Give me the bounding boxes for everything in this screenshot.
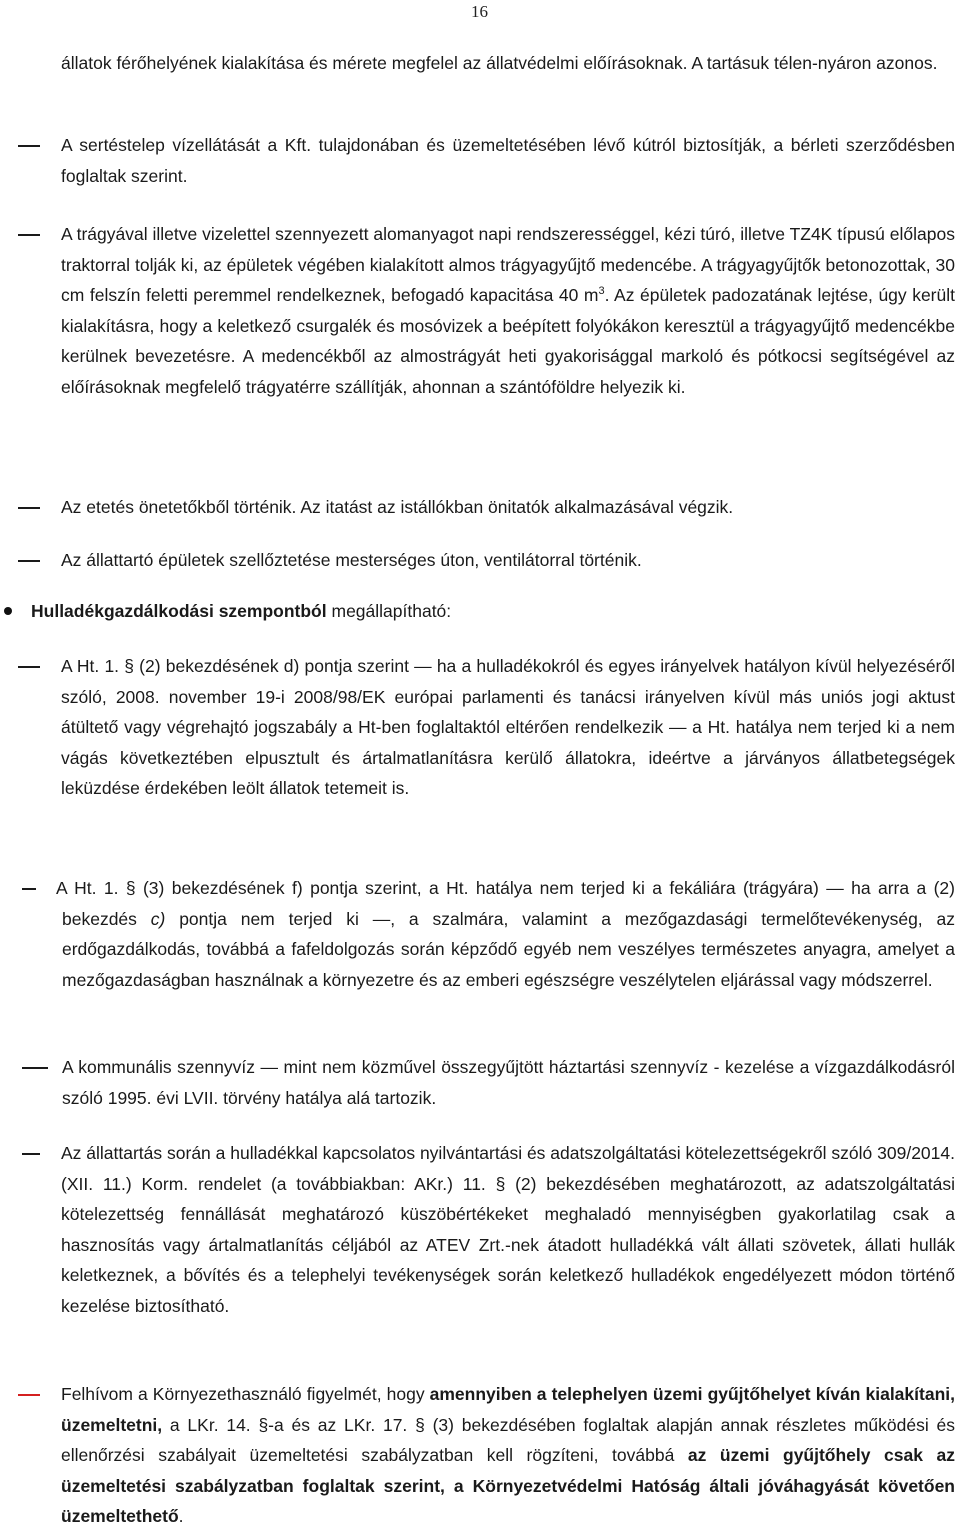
list-item-ht-1-3-f	[0, 873, 960, 995]
dash-bullet	[18, 651, 40, 682]
dash-bullet	[18, 545, 40, 576]
paragraph-text: Felhívom a Környezethasználó figyelmét, hogy amennyiben a telephelyen üzemi gyűjtőhelyet kíván kialakítani, üzemeltetni, a LKr. 14. §-a és az LKr. 17. § (3) bekezdésében foglaltak alapján annak részletes működési és ellenőrzési szabályait üzemeltetési szabályzatban kell rögzíteni, továbbá az üzemi gyűjtőhely csak az üzemeltetési szabályzatban foglaltak szerint, a Környezetvédelmi Hatóság általi jóváhagyását követően üzemeltethető.	[61, 1384, 955, 1527]
list-item-wastewater	[0, 1052, 960, 1113]
list-item-notice	[0, 1379, 960, 1532]
paragraph-text: A sertéstelep vízellátását a Kft. tulajdonában és üzemeltetésében lévő kútról biztosítják, a bérleti szerződésben foglaltak szerint.	[61, 135, 955, 186]
dash-bullet	[18, 130, 40, 161]
round-bullet-icon	[4, 607, 12, 615]
bold-heading: Hulladékgazdálkodási szempontból	[31, 601, 327, 621]
dash-bullet	[22, 873, 36, 904]
list-item-manure-handling	[0, 219, 960, 403]
list-item-feeding	[0, 492, 960, 523]
paragraph-text: Az etetés önetetőkből történik. Az itatást az istállókban önitatók alkalmazásával végzik.	[61, 497, 734, 517]
dash-bullet	[22, 1138, 40, 1169]
section-heading-waste: Hulladékgazdálkodási szempontból megállapítható:	[0, 596, 960, 627]
paragraph-text: A kommunális szennyvíz — mint nem közművel összegyűjtött háztartási szennyvíz - kezelése a vízgazdálkodásról szóló 1995. évi LVII. törvény hatálya alá tartozik.	[62, 1057, 955, 1108]
page-number: 16	[471, 2, 488, 21]
dash-bullet-red	[18, 1379, 40, 1410]
list-item-water-supply	[0, 130, 960, 191]
superscript: 3	[598, 285, 605, 298]
dash-bullet	[18, 219, 40, 250]
paragraph-text: A Ht. 1. § (2) bekezdésének d) pontja szerint — ha a hulladékokról és egyes irányelvek hatályon kívül helyezéséről szóló, 2008. november 19-i 2008/98/EK európai parlamenti és tanácsi irányelven kívül más uniós jogi aktust átültető vagy végrehajtó jogszabály a Ht-ben foglaltaktól eltérően rendelkezik — a Ht. hatálya nem terjed ki a nem vágás következtében elpusztult és ártalmatlanításra kerülő állatokra, ideértve a járványos állatbetegségek leküzdése érdekében leölt állatok tetemeit is.	[61, 656, 955, 799]
list-item-ventilation	[0, 545, 960, 576]
dash-bullet	[22, 1052, 48, 1083]
dash-bullet	[18, 492, 40, 523]
paragraph-text: állatok férőhelyének kialakítása és mérete megfelel az állatvédelmi előírásoknak. A tartásuk télen-nyáron azonos.	[61, 53, 938, 73]
paragraph-text: Az állattartás során a hulladékkal kapcsolatos nyilvántartási és adatszolgáltatási kötelezettségekről szóló 309/2014. (XII. 11.) Korm. rendelet (a továbbiakban: AKr.) 11. § (2) bekezdésében meghatározott, az adatszolgáltatási kötelezettség fennállását meghatározó küszöbértékeket meghaladó mennyiségben gyakorlatilag csak a hasznosítás vagy ártalmatlanítás céljából az ATEV Zrt.-nek átadott hulladékká vált állati szövetek, állati hullák keletkeznek, a bővítés és a telephelyi tevékenységek során keletkező hulladékok engedélyezett módon történő kezelése biztosítható.	[61, 1143, 955, 1316]
list-item-ht-1-2-d	[0, 651, 960, 804]
paragraph-text: Az állattartó épületek szellőztetése mesterséges úton, ventilátorral történik.	[61, 550, 642, 570]
list-item-reporting	[0, 1138, 960, 1322]
paragraph-text: A trágyával illetve vizelettel szennyezett alomanyagot napi rendszerességgel, kézi túró, illetve TZ4K típusú előlapos traktorral tolják ki, az épületek végében kialakított almos trágyagyűjtő medencébe. A trágyagyűjtők betonozottak, 30 cm felszín feletti peremmel rendelkeznek, befogadó kapacitása 40 $m^3$. Az épületek padozatának lejtése, úgy került kialakításra, hogy a keletkező csurgalék és mosóvizek a beépített folyókákon keresztül a trágyagyűjtő medencékbe kerülnek bevezetésre. A medencékből az almostrágyát heti gyakorisággal markoló és pótkocsi segítségével az előírásoknak megfelelő trágyatérre szállítják, ahonnan a szántóföldre helyezik ki.	[61, 224, 955, 397]
paragraph-animal-housing	[0, 48, 960, 79]
paragraph-text: A Ht. 1. § (3) bekezdésének f) pontja szerint, a Ht. hatálya nem terjed ki a fekáliára (trágyára) — ha arra a (2) bekezdés c) pontja nem terjed ki —, a szalmára, valamint a mezőgazdasági termelőtevékenység, az erdőgazdálkodás, továbbá a fafeldolgozás során képződő egyéb nem veszélyes természetes anyagra, amelyet a mezőgazdaságban használnak a környezetre és az emberi egészségre veszélytelen eljárással vagy módszerrel.	[56, 878, 956, 990]
